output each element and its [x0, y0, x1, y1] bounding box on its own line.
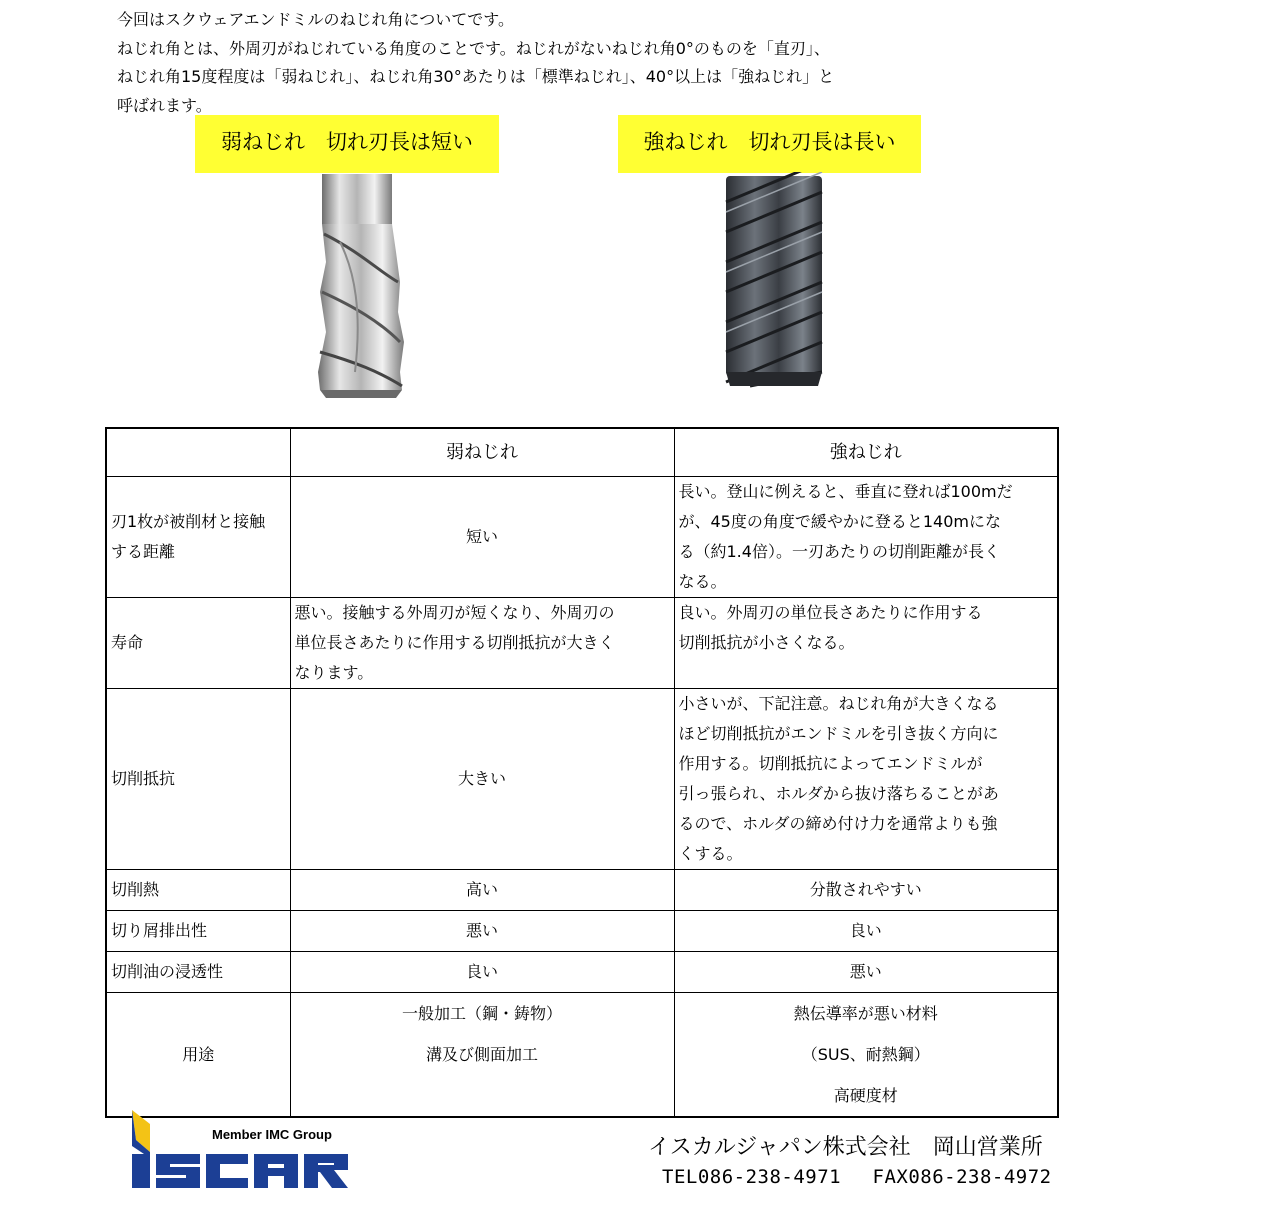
- table-row: [106, 870, 1058, 911]
- header-weak: 弱ねじれ: [290, 428, 674, 477]
- header-strong: 強ねじれ: [674, 428, 1058, 477]
- table-row: [106, 993, 1058, 1118]
- contact-numbers: TEL086-238-4971 FAX086-238-4972: [662, 1166, 1052, 1188]
- row-label-resistance: 切削抵抗: [106, 689, 290, 870]
- intro-line: 今回はスクウェアエンドミルのねじれ角についてです。: [117, 10, 514, 29]
- intro-line: ねじれ角15度程度は「弱ねじれ」、ねじれ角30°あたりは「標準ねじれ」、40°以上は「強ねじれ」と: [117, 67, 835, 86]
- cell-strong-heat: 分散されやすい: [674, 870, 1058, 911]
- table-row: [106, 477, 1058, 598]
- cell-strong-uses: 熱伝導率が悪い材料 （SUS、耐熱鋼） 高硬度材: [674, 993, 1058, 1118]
- table-row: [106, 952, 1058, 993]
- cell-weak-contact-distance: 短い: [290, 477, 674, 598]
- logo-tagline: Member IMC Group: [212, 1127, 332, 1142]
- cell-weak-life: 悪い。接触する外周刃が短くなり、外周刃の 単位長さあたりに作用する切削抵抗が大きく なります。: [290, 598, 674, 689]
- cell-weak-oil: 良い: [290, 952, 674, 993]
- cell-weak-uses: 一般加工（鋼・鋳物） 溝及び側面加工: [290, 993, 674, 1118]
- intro-line: 呼ばれます。: [117, 95, 212, 115]
- row-label-oil: 切削油の浸透性: [106, 952, 290, 993]
- cell-strong-oil: 悪い: [674, 952, 1058, 993]
- row-label-chip: 切り屑排出性: [106, 911, 290, 952]
- cell-strong-chip: 良い: [674, 911, 1058, 952]
- cell-strong-life: 良い。外周刃の単位長さあたりに作用する 切削抵抗が小さくなる。: [674, 598, 1058, 689]
- cell-weak-resistance: 大きい: [290, 689, 674, 870]
- cell-weak-chip: 悪い: [290, 911, 674, 952]
- company-name: イスカルジャパン株式会社 岡山営業所: [648, 1135, 1043, 1160]
- intro-line: ねじれ角とは、外周刃がねじれている角度のことです。ねじれがないねじれ角0°のものを「直刃」、: [117, 38, 830, 58]
- intro-text: [117, 6, 1117, 120]
- cell-strong-resistance: 小さいが、下記注意。ねじれ角が大きくなる ほど切削抵抗がエンドミルを引き抜く方向に 作用する。切削抵抗によってエンドミルが 引っ張られ、ホルダから抜け落ちることがあ るので、ホルダの締め付け力を通常よりも強 くする。: [674, 689, 1058, 870]
- strong-helix-label: 強ねじれ 切れ刃長は長い: [618, 115, 921, 173]
- cell-weak-heat: 高い: [290, 870, 674, 911]
- row-label-heat: 切削熱: [106, 870, 290, 911]
- table-row: [106, 689, 1058, 870]
- strong-helix-endmill-image: [720, 172, 826, 388]
- row-label-life: 寿命: [106, 598, 290, 689]
- table-row: [106, 911, 1058, 952]
- row-label-contact-distance: 刃1枚が被削材と接触 する距離: [106, 477, 290, 598]
- comparison-table: [105, 427, 1059, 1118]
- header-cell-empty: [106, 428, 290, 477]
- weak-helix-endmill-image: [300, 172, 412, 402]
- weak-helix-label: 弱ねじれ 切れ刃長は短い: [195, 115, 499, 173]
- row-label-uses: 用途: [106, 993, 290, 1118]
- iscar-logo: [130, 1110, 360, 1192]
- logo-text: iscar: [130, 1110, 133, 1111]
- cell-strong-contact-distance: 長い。登山に例えると、垂直に登れば100mだ が、45度の角度で緩やかに登ると140mにな る（約1.4倍）。一刃あたりの切削距離が長く なる。: [674, 477, 1058, 598]
- table-row: [106, 598, 1058, 689]
- table-header-row: [106, 428, 1058, 477]
